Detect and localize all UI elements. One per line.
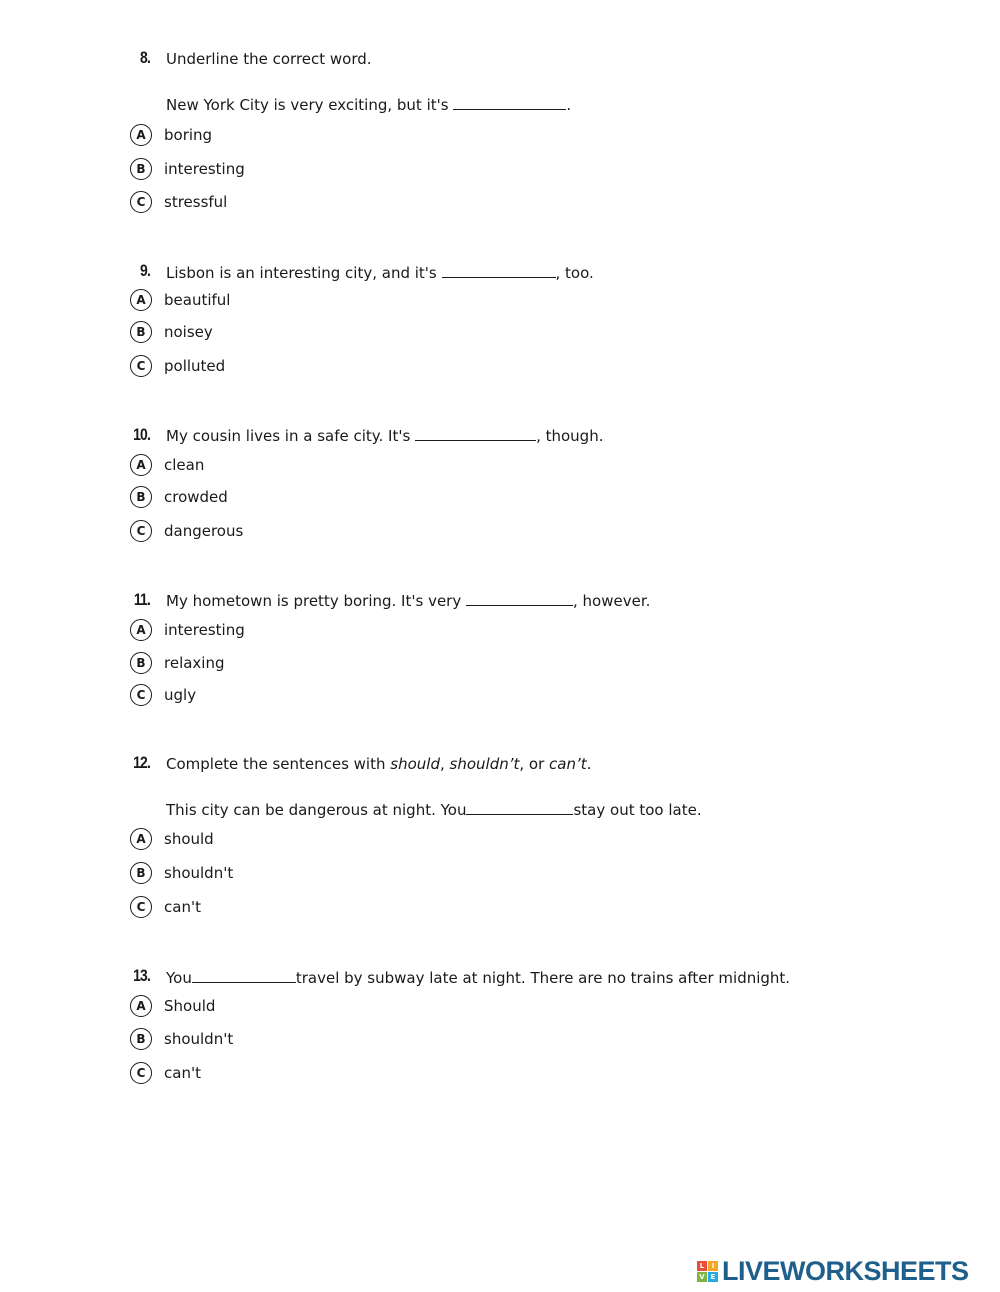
question-12-number: 12. xyxy=(133,753,150,772)
logo-block: L xyxy=(697,1261,707,1271)
answer-blank xyxy=(192,968,296,983)
stem-text-before: This city can be dangerous at night. You xyxy=(166,801,467,819)
option-text: noisey xyxy=(164,323,213,341)
stem-text-before: New York City is very exciting, but it's xyxy=(166,96,454,114)
option-letter-badge: B xyxy=(130,158,152,180)
question-8-instruction: Underline the correct word. xyxy=(166,50,372,68)
logo-block: I xyxy=(708,1261,718,1271)
modal-word-shouldnt: shouldn’t xyxy=(449,755,520,773)
stem-text-after: , however. xyxy=(573,592,651,610)
question-13-stem xyxy=(166,968,790,987)
option-text: should xyxy=(164,830,214,848)
answer-blank xyxy=(466,591,573,606)
question-9-number: 9. xyxy=(140,261,150,280)
option-letter-badge: C xyxy=(130,355,152,377)
option-letter-badge: B xyxy=(130,1028,152,1050)
question-9-stem xyxy=(166,263,594,282)
stem-text-before: My cousin lives in a safe city. It's xyxy=(166,427,416,445)
option-text: Should xyxy=(164,997,216,1015)
question-12-option-c[interactable] xyxy=(130,894,201,920)
option-text: can't xyxy=(164,1064,201,1082)
question-12-instruction xyxy=(166,755,591,773)
question-10-number: 10. xyxy=(133,425,150,444)
option-letter-badge: A xyxy=(130,995,152,1017)
instruction-separator: , or xyxy=(519,755,550,773)
question-9-option-a[interactable] xyxy=(130,287,230,313)
question-13-option-a[interactable] xyxy=(130,993,215,1019)
question-8-number: 8. xyxy=(140,48,150,67)
modal-word-should: should xyxy=(390,755,440,773)
option-text: can't xyxy=(164,898,201,916)
question-13-option-c[interactable] xyxy=(130,1060,201,1086)
question-11-option-b[interactable] xyxy=(130,650,225,676)
option-text: shouldn't xyxy=(164,1030,234,1048)
question-10-stem xyxy=(166,426,603,445)
option-text: stressful xyxy=(164,193,228,211)
option-text: boring xyxy=(164,126,213,144)
option-letter-badge: B xyxy=(130,862,152,884)
question-13-option-b[interactable] xyxy=(130,1026,233,1052)
answer-blank xyxy=(466,800,573,815)
option-text: interesting xyxy=(164,621,245,639)
option-text: ugly xyxy=(164,686,197,704)
option-letter-badge: A xyxy=(130,124,152,146)
option-letter-badge: C xyxy=(130,896,152,918)
option-text: clean xyxy=(164,456,205,474)
stem-text-before: My hometown is pretty boring. It's very xyxy=(166,592,466,610)
instruction-separator: , xyxy=(439,755,450,773)
answer-blank xyxy=(442,263,556,278)
question-8-stem xyxy=(166,95,571,114)
option-letter-badge: B xyxy=(130,486,152,508)
option-letter-badge: C xyxy=(130,520,152,542)
question-10-option-c[interactable] xyxy=(130,518,243,544)
stem-text-after: travel by subway late at night. There are no trains after midnight. xyxy=(295,969,791,987)
question-9-option-c[interactable] xyxy=(130,353,225,379)
question-9-option-b[interactable] xyxy=(130,319,213,345)
question-13-number: 13. xyxy=(133,966,150,985)
answer-blank xyxy=(453,95,566,110)
liveworksheets-logo[interactable] xyxy=(697,1256,969,1286)
option-text: relaxing xyxy=(164,654,225,672)
option-text: polluted xyxy=(164,357,226,375)
option-text: crowded xyxy=(164,488,228,506)
option-text: interesting xyxy=(164,160,245,178)
question-11-option-a[interactable] xyxy=(130,617,245,643)
stem-text-before: You xyxy=(166,969,192,987)
instruction-lead: Complete the sentences with xyxy=(166,755,391,773)
question-11-option-c[interactable] xyxy=(130,682,196,708)
stem-text-after: , though. xyxy=(536,427,604,445)
stem-text-after: stay out too late. xyxy=(573,801,702,819)
question-12-option-b[interactable] xyxy=(130,860,233,886)
question-10-option-a[interactable] xyxy=(130,452,204,478)
question-12-option-a[interactable] xyxy=(130,826,214,852)
option-letter-badge: B xyxy=(130,321,152,343)
question-12-stem xyxy=(166,800,702,819)
option-letter-badge: A xyxy=(130,454,152,476)
question-11-number: 11. xyxy=(133,590,150,609)
logo-blocks-icon xyxy=(697,1261,718,1282)
option-letter-badge: B xyxy=(130,652,152,674)
stem-text-before: Lisbon is an interesting city, and it's xyxy=(166,264,442,282)
option-letter-badge: C xyxy=(130,684,152,706)
question-11-stem xyxy=(166,591,650,610)
option-letter-badge: A xyxy=(130,289,152,311)
answer-blank xyxy=(415,426,536,441)
modal-word-cant: can’t xyxy=(549,755,587,773)
stem-text-after: . xyxy=(566,96,572,114)
question-8-option-b[interactable] xyxy=(130,156,245,182)
option-letter-badge: C xyxy=(130,191,152,213)
option-letter-badge: A xyxy=(130,619,152,641)
option-letter-badge: C xyxy=(130,1062,152,1084)
option-text: dangerous xyxy=(164,522,244,540)
logo-block: V xyxy=(697,1272,707,1282)
logo-block: E xyxy=(708,1272,718,1282)
option-text: shouldn't xyxy=(164,864,234,882)
question-10-option-b[interactable] xyxy=(130,484,228,510)
question-8-option-c[interactable] xyxy=(130,189,227,215)
stem-text-after: , too. xyxy=(555,264,594,282)
logo-text: LIVEWORKSHEETS xyxy=(722,1255,969,1286)
instruction-end: . xyxy=(586,755,592,773)
option-letter-badge: A xyxy=(130,828,152,850)
option-text: beautiful xyxy=(164,291,231,309)
question-8-option-a[interactable] xyxy=(130,122,212,148)
